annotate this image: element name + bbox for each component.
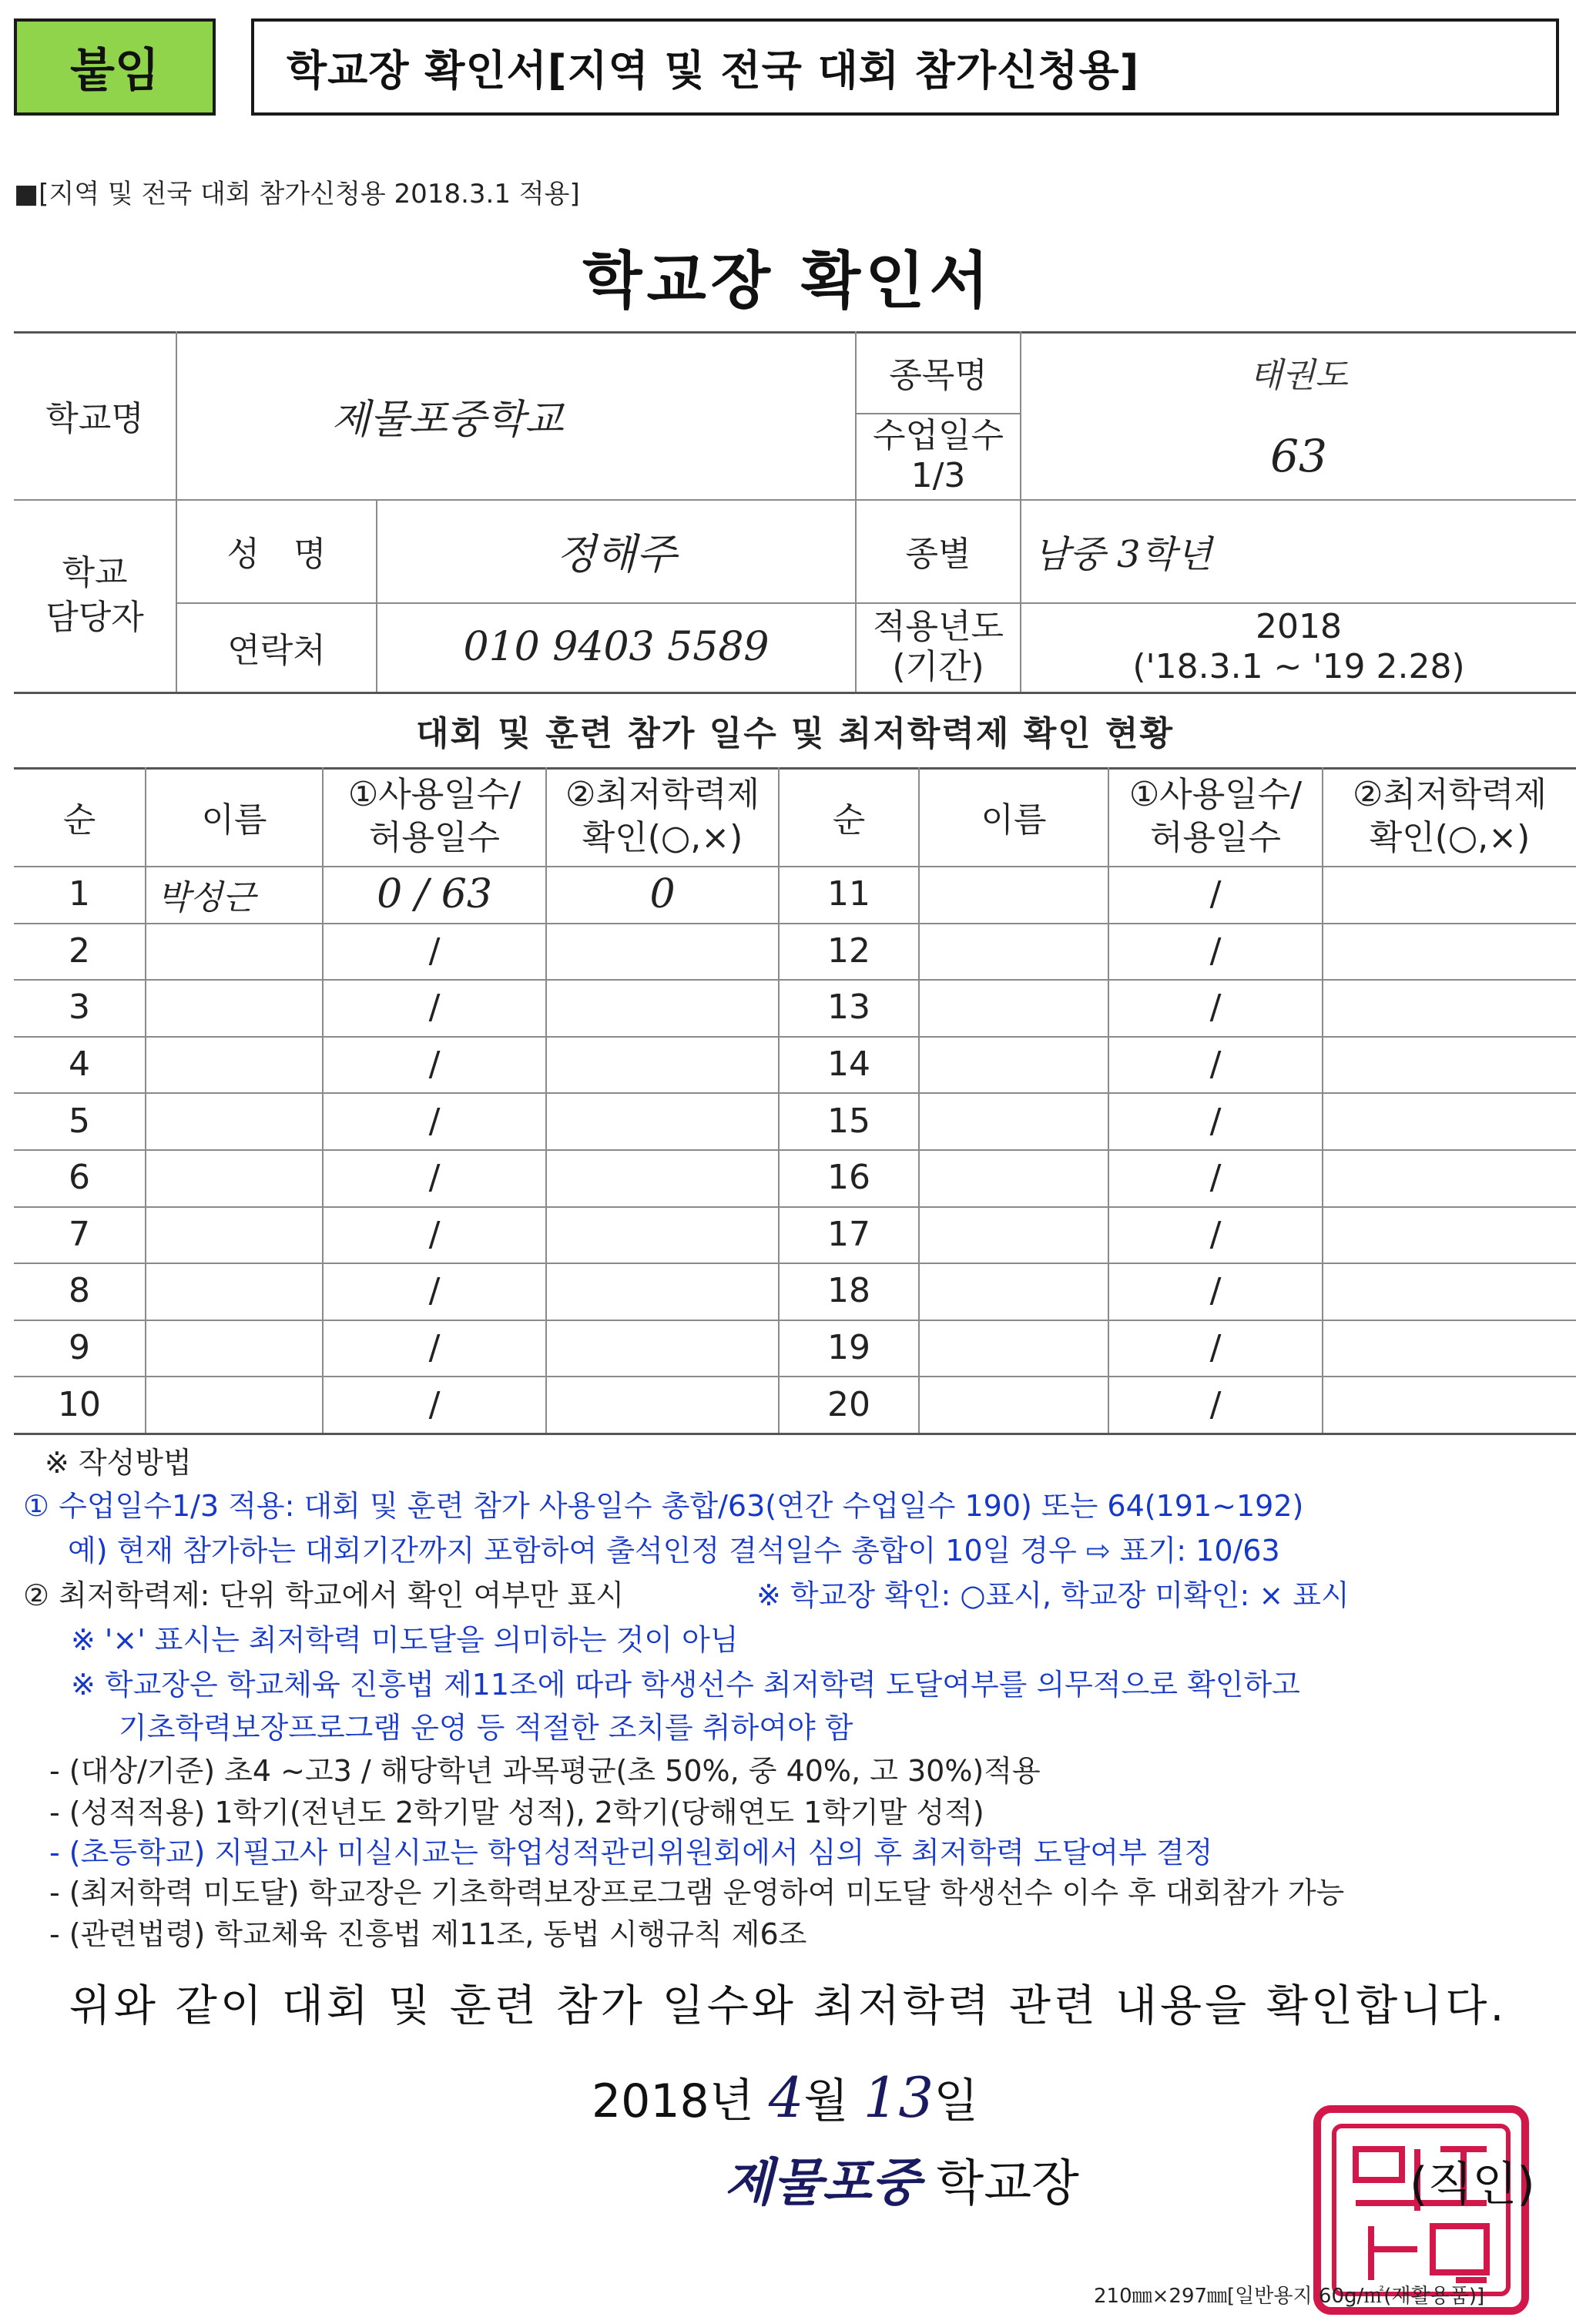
status-left-no: 6: [69, 1158, 90, 1198]
school-handwritten: 제물포중: [724, 2152, 921, 2212]
status-right-days: /: [1209, 1101, 1222, 1141]
status-header-days: [1109, 767, 1322, 866]
note-detail-2: - (성적적용) 1학기(전년도 2학기말 성적), 2학기(당해연도 1학기말 성적): [49, 1796, 984, 1829]
attachment-label: 붙임: [14, 18, 216, 116]
note-1b: 예) 현재 참가하는 대회기간까지 포함하여 출석인정 결석일수 총합이 10일 경우 ⇨ 표기: 10/63: [68, 1534, 1280, 1568]
status-left-days: /: [428, 988, 441, 1028]
sport-value: 태권도: [1249, 356, 1348, 395]
status-right-check: [1323, 1320, 1576, 1377]
status-right-no: 18: [827, 1271, 870, 1311]
status-left-check: [547, 1036, 778, 1093]
status-header-min: [1323, 767, 1576, 866]
confirm-statement: 위와 같이 대회 및 훈련 참가 일수와 최저학력 관련 내용을 확인합니다.: [69, 1981, 1507, 2031]
note-4b: 기초학력보장프로그램 운영 등 적절한 조치를 취하여야 함: [119, 1711, 853, 1745]
note-2b: ※ 학교장 확인: ○표시, 학교장 미확인: × 표시: [756, 1578, 1350, 1612]
status-right-days: /: [1209, 1214, 1222, 1254]
status-left-no: 8: [69, 1271, 90, 1311]
status-right-days: /: [1209, 1384, 1222, 1424]
apply-period: ('18.3.1 ~ '19 2.28): [1132, 647, 1465, 686]
notes-heading: ※ 작성방법: [45, 1446, 192, 1480]
header-title: 학교장 확인서[지역 및 전국 대회 참가신청용]: [251, 18, 1559, 116]
status-right-no: 12: [827, 931, 870, 971]
status-header-no: 순: [62, 800, 96, 840]
date-day-unit: 일: [934, 2074, 979, 2128]
class-days-label: [857, 413, 1020, 499]
status-left-check: [547, 1206, 778, 1263]
status-header-days-line2: 허용일수: [1149, 818, 1281, 857]
status-left-no: 9: [69, 1328, 90, 1368]
status-left-check: [547, 1149, 778, 1206]
status-left-name: [146, 1036, 322, 1093]
status-left-check: [547, 1092, 778, 1149]
apply-year-label-line2: (기간): [892, 647, 984, 686]
status-right-days: /: [1209, 988, 1222, 1028]
status-left-no: 4: [69, 1045, 90, 1085]
status-left-check: 0: [649, 870, 676, 917]
status-table-title: 대회 및 훈련 참가 일수 및 최저학력제 확인 현황: [415, 714, 1175, 753]
status-left-no: 7: [69, 1214, 90, 1254]
sport-label: 종목명: [889, 356, 988, 395]
note-detail-1: - (대상/기준) 초4 ~고3 / 해당학년 과목평균(초 50%, 중 40%, 고 30%)적용: [49, 1754, 1041, 1788]
form-title: 학교장 확인서: [582, 245, 994, 317]
status-row-line: [14, 1433, 1576, 1435]
status-left-no: 2: [69, 931, 90, 971]
note-3: ※ '×' 표시는 최저학력 미도달을 의미하는 것이 아님: [71, 1623, 739, 1657]
status-right-name: [920, 1376, 1108, 1433]
status-left-days: /: [428, 1045, 441, 1085]
status-header-min-line2: 확인(○,×): [582, 818, 743, 857]
note-detail-4: - (최저학력 미도달) 학교장은 기초학력보장프로그램 운영하여 미도달 학생선수 이수 후 대회참가 가능: [49, 1876, 1345, 1910]
status-right-days: /: [1209, 931, 1222, 971]
status-right-name: [920, 1149, 1108, 1206]
status-right-days: /: [1209, 1328, 1222, 1368]
category-label: 종별: [905, 535, 971, 574]
class-days-label-line2: 1/3: [910, 456, 966, 495]
status-left-days: /: [428, 1271, 441, 1311]
note-detail-5: - (관련법령) 학교체육 진흥법 제11조, 동법 시행규칙 제6조: [49, 1917, 807, 1951]
status-right-days: /: [1209, 1158, 1222, 1198]
status-right-check: [1323, 1036, 1576, 1093]
note-4a: ※ 학교장은 학교체육 진흥법 제11조에 따라 학생선수 최저학력 도달여부를 의무적으로 확인하고: [71, 1668, 1300, 1702]
note-1a: ① 수업일수1/3 적용: 대회 및 훈련 참가 사용일수 총합/63(연간 수업일수 190) 또는 64(191~192): [23, 1489, 1304, 1523]
form-note: ■[지역 및 전국 대회 참가신청용 2018.3.1 적용]: [14, 179, 580, 210]
note-2a: ② 최저학력제: 단위 학교에서 확인 여부만 표시: [23, 1578, 625, 1612]
status-right-no: 13: [827, 988, 870, 1028]
status-left-days: /: [428, 931, 441, 971]
note-detail-3: - (초등학교) 지필고사 미실시교는 학업성적관리위원회에서 심의 후 최저학력 도달여부 결정: [49, 1836, 1213, 1870]
status-right-check: [1323, 1376, 1576, 1433]
class-days-value: 63: [1270, 430, 1327, 482]
status-left-name: [146, 1206, 322, 1263]
principal-title: 학교장: [936, 2155, 1079, 2212]
status-right-check: [1323, 1092, 1576, 1149]
status-left-name: [146, 1263, 322, 1320]
status-header-min-line1: ②최저학력제: [1353, 775, 1547, 814]
class-days-label-line1: 수업일수: [872, 416, 1004, 455]
status-left-no: 1: [69, 874, 90, 914]
status-left-name: [146, 923, 322, 980]
status-header-days-line1: ①사용일수/: [1128, 775, 1303, 814]
manager-label-line2: 담당자: [45, 598, 144, 637]
status-left-name: [146, 1149, 322, 1206]
status-left-name: [146, 979, 322, 1036]
status-right-no: 14: [827, 1045, 870, 1085]
school-name-label: 학교명: [45, 399, 144, 438]
apply-year: 2018: [1256, 607, 1342, 646]
status-header-min-line2: 확인(○,×): [1369, 818, 1531, 857]
issue-date: [592, 2064, 978, 2131]
status-left-days: /: [428, 1384, 441, 1424]
status-left-days: /: [428, 1158, 441, 1198]
status-left-check: [547, 923, 778, 980]
status-right-name: [920, 1206, 1108, 1263]
status-right-days: /: [1209, 1271, 1222, 1311]
person-name-value: 정해주: [555, 529, 677, 578]
status-header-days-line2: 허용일수: [368, 818, 500, 857]
status-header-name: 이름: [981, 800, 1047, 840]
status-left-name: 박성근: [157, 877, 256, 917]
status-right-check: [1323, 1263, 1576, 1320]
status-header-no: 순: [832, 800, 866, 840]
apply-year-label-line1: 적용년도: [872, 607, 1004, 646]
status-right-check: [1323, 1149, 1576, 1206]
status-left-check: [547, 979, 778, 1036]
status-header-min-line1: ②최저학력제: [565, 775, 759, 814]
status-header-days: [324, 767, 545, 866]
status-left-no: 10: [58, 1384, 101, 1424]
status-right-name: [920, 1092, 1108, 1149]
manager-label-line1: 학교: [62, 553, 128, 592]
status-header-days-line1: ①사용일수/: [347, 775, 521, 814]
contact-label: 연락처: [227, 631, 326, 670]
date-month: 4: [768, 2065, 804, 2130]
status-right-check: [1323, 866, 1576, 923]
manager-label: [14, 499, 176, 692]
status-left-check: [547, 1320, 778, 1377]
status-right-no: 15: [827, 1101, 870, 1141]
status-right-no: 20: [827, 1384, 870, 1424]
status-right-check: [1323, 979, 1576, 1036]
date-month-unit: 월: [803, 2074, 849, 2128]
status-left-no: 5: [69, 1101, 90, 1141]
status-right-name: [920, 979, 1108, 1036]
status-left-days: /: [428, 1328, 441, 1368]
paper-spec: 210㎜×297㎜[일반용지 60g/㎡(재활용품)]: [1094, 2285, 1485, 2308]
status-header-name: 이름: [201, 800, 267, 840]
status-right-name: [920, 923, 1108, 980]
person-name-label: 성 명: [226, 535, 327, 574]
status-right-no: 11: [827, 874, 870, 914]
status-left-days: /: [428, 1214, 441, 1254]
status-right-no: 16: [827, 1158, 870, 1198]
status-right-check: [1323, 923, 1576, 980]
date-day: 13: [863, 2065, 934, 2130]
status-left-days: 0 / 63: [377, 870, 492, 917]
principal-signature-line: [724, 2141, 1079, 2215]
status-header-min: [547, 767, 778, 866]
apply-year-value: [1021, 602, 1576, 692]
status-left-name: [146, 1092, 322, 1149]
status-left-no: 3: [69, 988, 90, 1028]
status-right-name: [920, 1036, 1108, 1093]
status-left-check: [547, 1263, 778, 1320]
contact-value: 010 9403 5589: [463, 624, 770, 670]
status-right-name: [920, 1320, 1108, 1377]
seal-label: (직인): [1410, 2158, 1535, 2212]
status-right-name: [920, 866, 1108, 923]
apply-year-label: [857, 602, 1020, 692]
status-right-check: [1323, 1206, 1576, 1263]
status-right-name: [920, 1263, 1108, 1320]
status-right-days: /: [1209, 874, 1222, 914]
school-name-value: 제물포중학교: [331, 396, 564, 443]
date-year: 2018년: [592, 2074, 754, 2128]
status-right-days: /: [1209, 1045, 1222, 1085]
status-right-no: 17: [827, 1214, 870, 1254]
status-right-no: 19: [827, 1328, 870, 1368]
status-left-name: [146, 1376, 322, 1433]
status-left-name: [146, 1320, 322, 1377]
status-left-check: [547, 1376, 778, 1433]
category-value: 남중 3학년: [1034, 532, 1212, 576]
status-left-days: /: [428, 1101, 441, 1141]
